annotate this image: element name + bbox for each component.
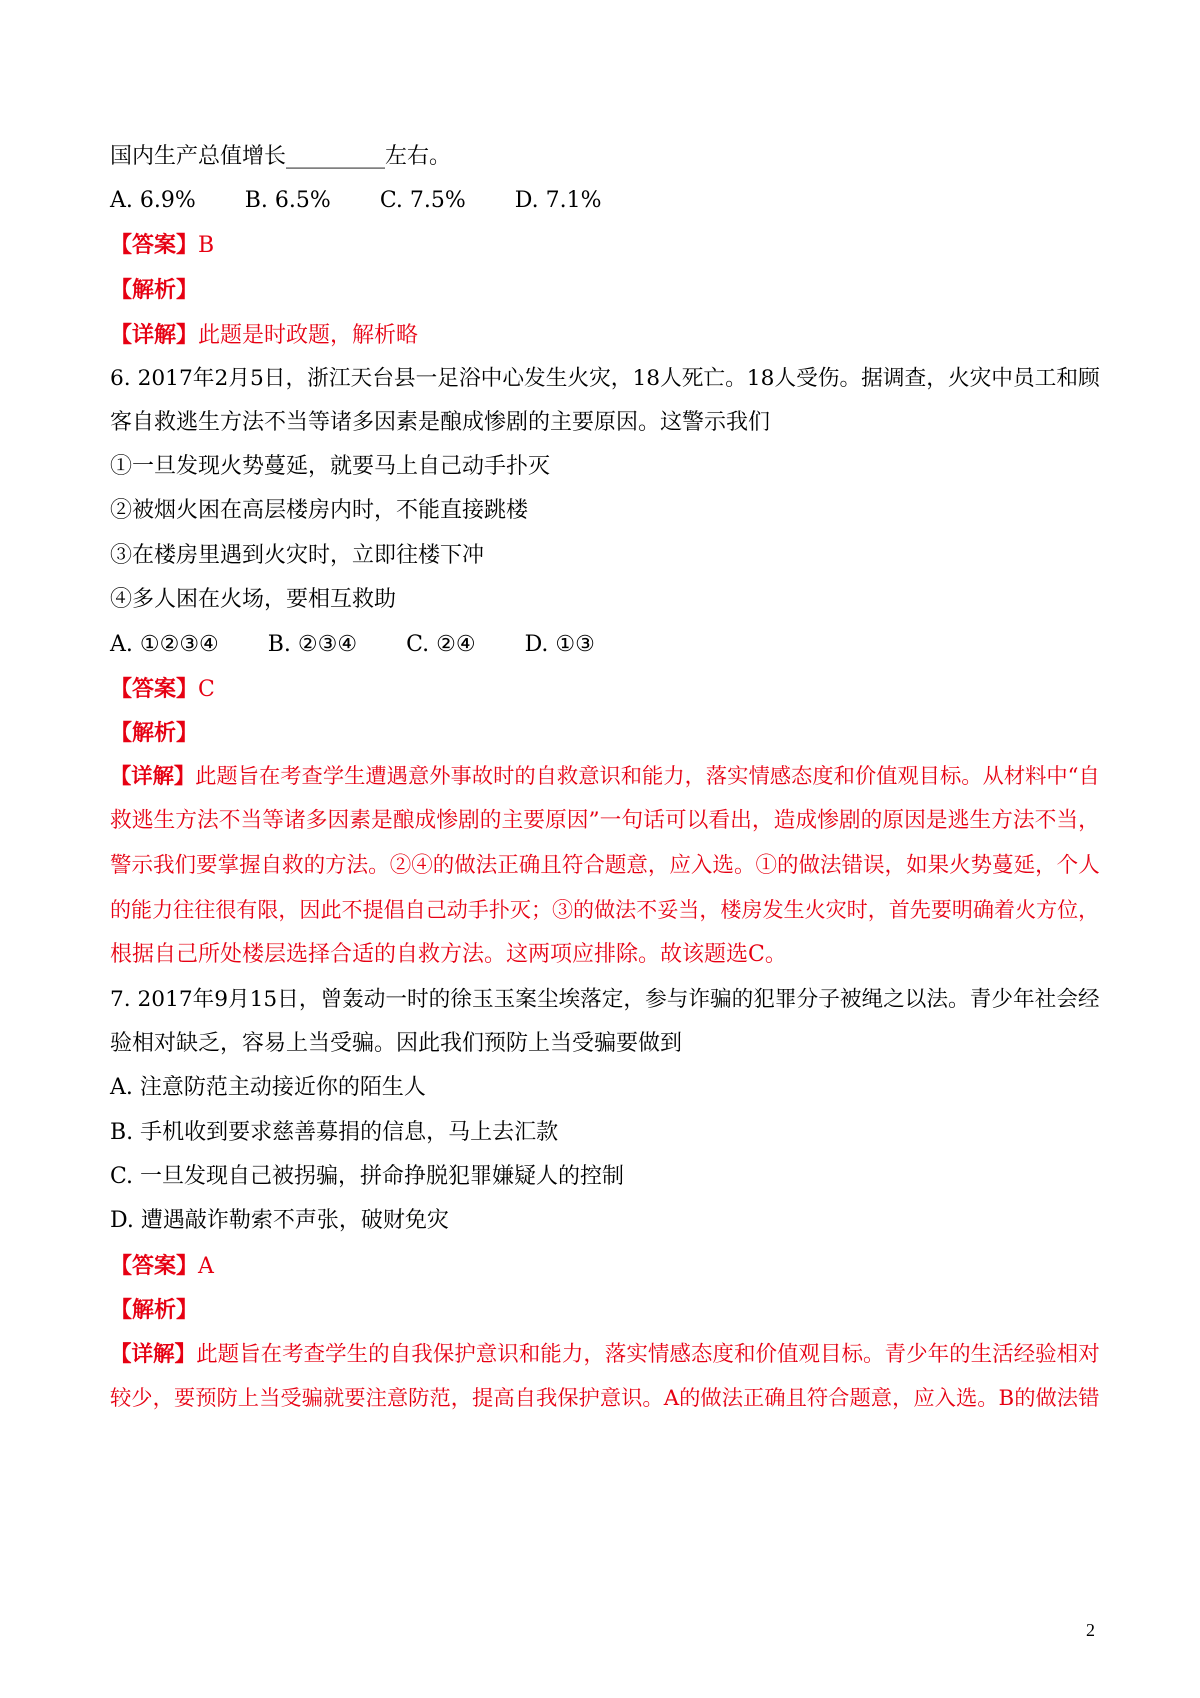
q7-option-b: B. 手机收到要求慈善募捐的信息，马上去汇款 [110,1120,559,1145]
q6-option-d: D. ①③ [524,632,595,657]
q7-option-d: D. 遭遇敲诈勒索不声张，破财免灾 [110,1208,449,1233]
q5-options [110,186,643,216]
detail-label: 【详解】 [110,322,199,348]
q5-detail [110,320,418,351]
q6-option-a: A. ①②③④ [110,632,219,657]
q7-stem-line-1: 7. 2017年9月15日，曾轰动一时的徐玉玉案尘埃落定，参与诈骗的犯罪分子被绳之以法。青少年社会经 [110,987,1100,1012]
q7-detail-line-2: 较少，要预防上当受骗就要注意防范，提高自我保护意识。A的做法正确且符合题意，应入选。B的做法错 [110,1386,1100,1411]
q6-option-b: B. ②③④ [267,632,358,657]
answer-label: 【答案】 [110,676,199,702]
q6-options [110,630,637,660]
page-number: 2 [1086,1620,1095,1640]
q6-detail-line-5: 根据自己所处楼层选择合适的自救方法。这两项应排除。故该题选C。 [110,942,787,967]
q6-detail-line-3: 警示我们要掌握自救的方法。②④的做法正确且符合题意，应入选。①的做法错误，如果火势蔓延，个人 [110,853,1100,878]
detail-text: 此题旨在考查学生的自我保护意识和能力，落实情感态度和价值观目标。青少年的生活经验相对 [196,1342,1100,1367]
q5-option-a: A. 6.9% [110,188,196,213]
answer-label: 【答案】 [110,232,199,258]
answer-value: B [198,233,215,258]
q6-detail-line-4: 的能力往往很有限，因此不提倡自己动手扑灭；③的做法不妥当，楼房发生火灾时，首先要明确着火方位， [110,897,1100,922]
q7-option-a: A. 注意防范主动接近你的陌生人 [110,1075,426,1100]
q7-answer [110,1251,214,1282]
q5-option-b: B. 6.5% [244,188,331,213]
q6-item-4: ④多人困在火场，要相互救助 [110,587,397,612]
detail-label: 【详解】 [110,1342,197,1367]
q5-option-d: D. 7.1% [514,188,602,213]
answer-value: C [198,677,215,702]
q6-item-2: ②被烟火困在高层楼房内时，不能直接跳楼 [110,498,529,523]
q7-stem-line-2: 验相对缺乏，容易上当受骗。因此我们预防上当受骗要做到 [110,1031,683,1056]
q7-option-c: C. 一旦发现自己被拐骗，拼命挣脱犯罪嫌疑人的控制 [110,1164,625,1189]
answer-label: 【答案】 [110,1253,199,1279]
q5-option-c: C. 7.5% [379,188,466,213]
q6-stem-line-2: 客自救逃生方法不当等诸多因素是酿成惨剧的主要原因。这警示我们 [110,410,771,435]
q6-item-3: ③在楼房里遇到火灾时，立即往楼下冲 [110,543,485,568]
q6-item-1: ①一旦发现火势蔓延，就要马上自己动手扑灭 [110,454,551,479]
q5-stem-tail: 国内生产总值增长_________左右。 [110,144,452,169]
q6-answer [110,674,215,705]
q6-stem-line-1: 6. 2017年2月5日，浙江天台县一足浴中心发生火灾，18人死亡。18人受伤。据调查，火灾中员工和顾 [110,366,1100,391]
q5-answer [110,230,214,261]
detail-text: 此题是时政题，解析略 [198,323,419,348]
q6-detail-line-2: 救逃生方法不当等诸多因素是酿成惨剧的主要原因”一句话可以看出，造成惨剧的原因是逃生方法不当， [110,808,1100,833]
detail-label: 【详解】 [110,764,196,789]
q6-option-c: C. ②④ [406,632,476,657]
answer-value: A [198,1254,214,1279]
q6-analysis-label: 【解析】 [110,720,199,746]
q6-detail-line-1 [110,762,1100,792]
q7-detail-line-1 [110,1340,1100,1370]
q5-analysis-label: 【解析】 [110,277,199,303]
detail-text: 此题旨在考查学生遭遇意外事故时的自救意识和能力，落实情感态度和价值观目标。从材料中“自 [195,764,1100,789]
q7-analysis-label: 【解析】 [110,1297,199,1323]
